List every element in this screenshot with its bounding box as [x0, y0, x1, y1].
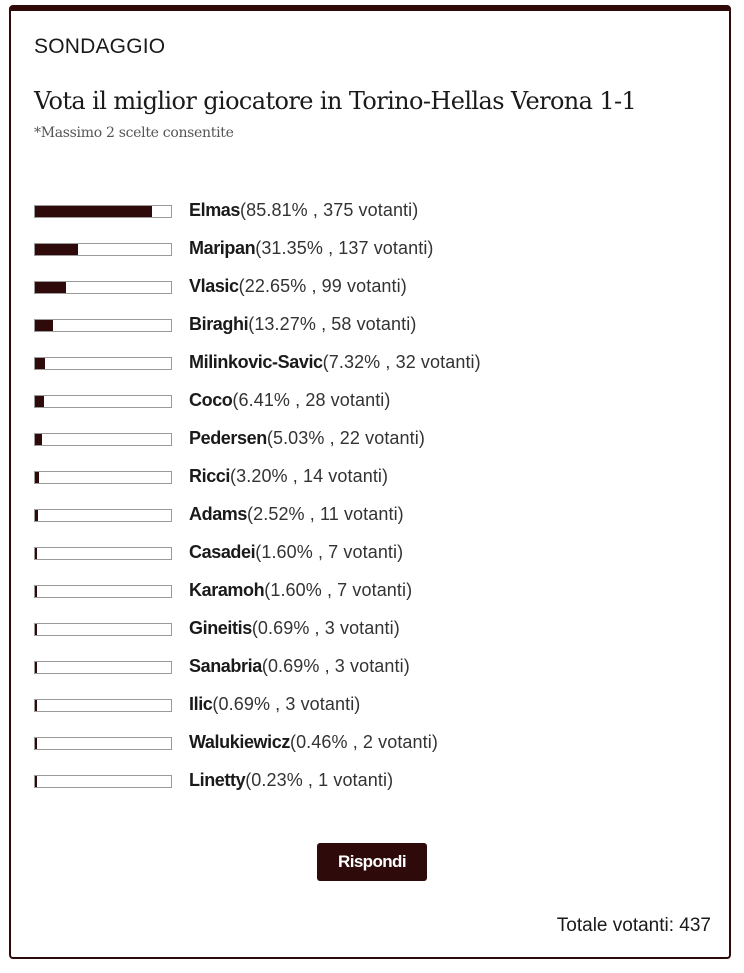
- poll-kicker: SONDAGGIO: [34, 35, 166, 58]
- option-stats: (5.03% , 22 votanti): [266, 427, 425, 448]
- option-text: [189, 580, 412, 601]
- option-text: [189, 314, 416, 335]
- total-voters: Totale votanti: 437: [556, 915, 711, 936]
- option-stats: (1.60% , 7 votanti): [264, 579, 413, 600]
- option-text: [189, 428, 425, 449]
- option-text: [189, 542, 403, 563]
- result-bar-track: [34, 433, 172, 446]
- result-bar-track: [34, 699, 172, 712]
- result-bar-fill: [35, 548, 37, 559]
- poll-option-coco[interactable]: [34, 381, 481, 419]
- option-stats: (0.23% , 1 votanti): [245, 769, 394, 790]
- poll-option-ilic[interactable]: [34, 685, 481, 723]
- poll-option-maripan[interactable]: [34, 229, 481, 267]
- option-text: [189, 770, 393, 791]
- poll-options-list: [34, 191, 481, 799]
- result-bar-track: [34, 547, 172, 560]
- option-text: [189, 656, 410, 677]
- option-name: Vlasic: [189, 275, 239, 296]
- result-bar-fill: [35, 662, 37, 673]
- option-text: [189, 276, 407, 297]
- option-text: [189, 390, 391, 411]
- result-bar-fill: [35, 320, 53, 331]
- poll-option-sanabria[interactable]: [34, 647, 481, 685]
- option-stats: (3.20% , 14 votanti): [230, 465, 389, 486]
- option-stats: (85.81% , 375 votanti): [240, 199, 419, 220]
- option-stats: (0.69% , 3 votanti): [251, 617, 400, 638]
- option-name: Adams: [189, 503, 248, 524]
- option-name: Casadei: [189, 541, 256, 562]
- option-stats: (22.65% , 99 votanti): [238, 275, 407, 296]
- option-text: [189, 694, 360, 715]
- poll-option-casadei[interactable]: [34, 533, 481, 571]
- result-bar-track: [34, 243, 172, 256]
- result-bar-fill: [35, 624, 37, 635]
- option-name: Biraghi: [189, 313, 249, 334]
- result-bar-fill: [35, 434, 42, 445]
- result-bar-fill: [35, 510, 38, 521]
- submit-button[interactable]: Rispondi: [317, 843, 427, 881]
- option-name: Ilic: [189, 693, 213, 714]
- poll-option-linetty[interactable]: [34, 761, 481, 799]
- option-name: Pedersen: [189, 427, 267, 448]
- poll-option-gineitis[interactable]: [34, 609, 481, 647]
- result-bar-track: [34, 395, 172, 408]
- result-bar-fill: [35, 396, 44, 407]
- result-bar-fill: [35, 206, 152, 217]
- poll-card: [9, 5, 731, 959]
- poll-option-elmas[interactable]: [34, 191, 481, 229]
- poll-option-biraghi[interactable]: [34, 305, 481, 343]
- option-name: Maripan: [189, 237, 256, 258]
- option-stats: (2.52% , 11 votanti): [247, 503, 404, 524]
- option-stats: (7.32% , 32 votanti): [322, 351, 481, 372]
- option-stats: (31.35% , 137 votanti): [255, 237, 434, 258]
- poll-option-walukiewicz[interactable]: [34, 723, 481, 761]
- option-name: Walukiewicz: [189, 731, 290, 752]
- result-bar-fill: [35, 358, 45, 369]
- option-text: [189, 352, 481, 373]
- option-text: [189, 732, 438, 753]
- result-bar-track: [34, 319, 172, 332]
- option-text: [189, 504, 404, 525]
- option-stats: (0.69% , 3 votanti): [261, 655, 410, 676]
- result-bar-track: [34, 661, 172, 674]
- result-bar-track: [34, 281, 172, 294]
- result-bar-track: [34, 509, 172, 522]
- option-name: Coco: [189, 389, 233, 410]
- option-stats: (1.60% , 7 votanti): [255, 541, 404, 562]
- poll-option-karamoh[interactable]: [34, 571, 481, 609]
- poll-option-ricci[interactable]: [34, 457, 481, 495]
- option-name: Gineitis: [189, 617, 252, 638]
- result-bar-track: [34, 357, 172, 370]
- result-bar-track: [34, 471, 172, 484]
- result-bar-fill: [35, 776, 37, 787]
- option-stats: (0.69% , 3 votanti): [212, 693, 361, 714]
- poll-note: *Massimo 2 scelte consentite: [34, 125, 234, 141]
- option-text: [189, 238, 434, 259]
- result-bar-track: [34, 775, 172, 788]
- result-bar-fill: [35, 586, 37, 597]
- option-text: [189, 466, 388, 487]
- poll-option-pedersen[interactable]: [34, 419, 481, 457]
- poll-option-adams[interactable]: [34, 495, 481, 533]
- result-bar-fill: [35, 244, 78, 255]
- option-stats: (13.27% , 58 votanti): [248, 313, 417, 334]
- option-name: Ricci: [189, 465, 231, 486]
- result-bar-fill: [35, 700, 37, 711]
- option-name: Sanabria: [189, 655, 262, 676]
- option-name: Linetty: [189, 769, 246, 790]
- option-text: [189, 618, 400, 639]
- result-bar-track: [34, 585, 172, 598]
- option-text: [189, 200, 418, 221]
- result-bar-track: [34, 623, 172, 636]
- poll-option-vlasic[interactable]: [34, 267, 481, 305]
- option-name: Elmas: [189, 199, 241, 220]
- poll-question: Vota il miglior giocatore in Torino-Hellas Verona 1-1: [34, 87, 637, 115]
- option-name: Karamoh: [189, 579, 265, 600]
- result-bar-fill: [35, 738, 37, 749]
- option-name: Milinkovic-Savic: [189, 351, 323, 372]
- result-bar-track: [34, 205, 172, 218]
- result-bar-track: [34, 737, 172, 750]
- option-stats: (0.46% , 2 votanti): [289, 731, 438, 752]
- poll-option-milinkovic-savic[interactable]: [34, 343, 481, 381]
- result-bar-fill: [35, 282, 66, 293]
- option-stats: (6.41% , 28 votanti): [232, 389, 391, 410]
- result-bar-fill: [35, 472, 39, 483]
